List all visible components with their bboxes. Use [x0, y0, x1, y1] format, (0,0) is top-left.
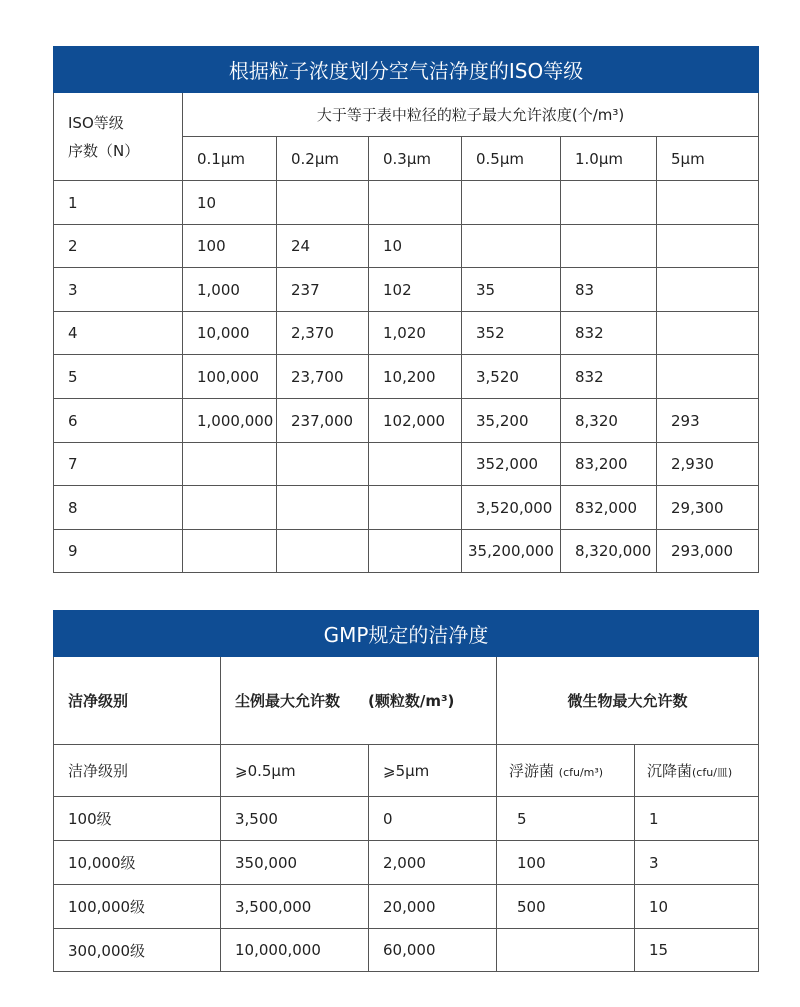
- value-cell: 10,200: [369, 355, 462, 399]
- gmp-settle: 3: [635, 841, 759, 885]
- iso-row-header-line1: ISO等级: [68, 113, 124, 132]
- gmp-settle: 15: [635, 929, 759, 972]
- gmp-head-dust-unit: (颗粒数/m³): [368, 692, 455, 710]
- value-cell: 35,200: [462, 399, 561, 443]
- value-cell: 24: [277, 225, 369, 268]
- table-row: [54, 885, 759, 929]
- value-cell: 1,000,000: [183, 399, 277, 443]
- gmp-head-micro: 微生物最大允许数: [497, 657, 759, 745]
- value-cell: [561, 181, 657, 225]
- value-cell: [657, 268, 759, 312]
- value-cell: [657, 181, 759, 225]
- value-cell: 10: [369, 225, 462, 268]
- gmp-grade: 10,000级: [54, 841, 221, 885]
- size-header: 0.1µm: [183, 137, 277, 181]
- iso-number: 2: [54, 225, 183, 268]
- value-cell: 100,000: [183, 355, 277, 399]
- value-cell: 2,370: [277, 312, 369, 355]
- gmp-settle: 10: [635, 885, 759, 929]
- table-row: [54, 443, 759, 486]
- gmp-head-dust-label: 尘例最大允许数: [235, 692, 341, 710]
- gmp-p5: 0: [369, 797, 497, 841]
- value-cell: 83,200: [561, 443, 657, 486]
- iso-class-table: [53, 46, 759, 573]
- table-row: [54, 797, 759, 841]
- iso-number: 4: [54, 312, 183, 355]
- value-cell: 35,200,000: [462, 530, 561, 573]
- iso-number: 9: [54, 530, 183, 573]
- value-cell: 1,000: [183, 268, 277, 312]
- gmp-sub-settle: [635, 745, 759, 797]
- value-cell: 832,000: [561, 486, 657, 530]
- value-cell: 832: [561, 355, 657, 399]
- iso-row-header: [54, 93, 183, 181]
- value-cell: 237,000: [277, 399, 369, 443]
- gmp-p5: 20,000: [369, 885, 497, 929]
- value-cell: [183, 486, 277, 530]
- size-header: 5µm: [657, 137, 759, 181]
- value-cell: [657, 225, 759, 268]
- gmp-sub-float-label: 浮游菌: [509, 762, 555, 780]
- gmp-p05: 3,500: [221, 797, 369, 841]
- iso-table-title: 根据粒子浓度划分空气洁净度的ISO等级: [54, 47, 759, 93]
- gmp-head-dust: [221, 657, 497, 745]
- gmp-sub-dust-05: ⩾0.5µm: [221, 745, 369, 797]
- value-cell: 3,520: [462, 355, 561, 399]
- value-cell: [369, 443, 462, 486]
- value-cell: [277, 181, 369, 225]
- gmp-sub-float-unit: (cfu/m³): [558, 766, 604, 779]
- gmp-table: [53, 610, 759, 972]
- table-row: [54, 530, 759, 573]
- value-cell: [277, 530, 369, 573]
- value-cell: [657, 312, 759, 355]
- table-row: [54, 268, 759, 312]
- value-cell: 2,930: [657, 443, 759, 486]
- table-row: [54, 225, 759, 268]
- value-cell: [277, 443, 369, 486]
- value-cell: 832: [561, 312, 657, 355]
- gmp-sub-settle-unit: (cfu/皿): [692, 766, 733, 779]
- gmp-sub-float: [497, 745, 635, 797]
- value-cell: [369, 530, 462, 573]
- gmp-p05: 3,500,000: [221, 885, 369, 929]
- gmp-sub-settle-label: 沉降菌: [647, 762, 693, 780]
- gmp-grade: 100级: [54, 797, 221, 841]
- size-header: 0.3µm: [369, 137, 462, 181]
- value-cell: [657, 355, 759, 399]
- value-cell: 3,520,000: [462, 486, 561, 530]
- gmp-p5: 60,000: [369, 929, 497, 972]
- iso-number: 5: [54, 355, 183, 399]
- iso-number: 7: [54, 443, 183, 486]
- gmp-p5: 2,000: [369, 841, 497, 885]
- size-header: 1.0µm: [561, 137, 657, 181]
- value-cell: 10,000: [183, 312, 277, 355]
- value-cell: 102,000: [369, 399, 462, 443]
- value-cell: [183, 443, 277, 486]
- value-cell: 102: [369, 268, 462, 312]
- value-cell: [462, 225, 561, 268]
- value-cell: 8,320: [561, 399, 657, 443]
- value-cell: 29,300: [657, 486, 759, 530]
- gmp-sub-class: 洁净级别: [54, 745, 221, 797]
- size-header: 0.2µm: [277, 137, 369, 181]
- gmp-float: [497, 929, 635, 972]
- value-cell: [462, 181, 561, 225]
- iso-row-header-line2: 序数（N）: [68, 141, 140, 160]
- table-row: [54, 355, 759, 399]
- value-cell: 8,320,000: [561, 530, 657, 573]
- gmp-grade: 100,000级: [54, 885, 221, 929]
- value-cell: 293: [657, 399, 759, 443]
- size-header: 0.5µm: [462, 137, 561, 181]
- value-cell: 83: [561, 268, 657, 312]
- value-cell: 352,000: [462, 443, 561, 486]
- gmp-table-title: GMP规定的洁净度: [54, 611, 759, 657]
- table-row: [54, 181, 759, 225]
- table-row: [54, 312, 759, 355]
- gmp-float: 100: [497, 841, 635, 885]
- gmp-sub-dust-5: ⩾5µm: [369, 745, 497, 797]
- value-cell: [183, 530, 277, 573]
- value-cell: [561, 225, 657, 268]
- table-row: [54, 841, 759, 885]
- value-cell: 10: [183, 181, 277, 225]
- table-row: [54, 929, 759, 972]
- gmp-head-class: 洁净级别: [54, 657, 221, 745]
- value-cell: 237: [277, 268, 369, 312]
- gmp-p05: 350,000: [221, 841, 369, 885]
- gmp-p05: 10,000,000: [221, 929, 369, 972]
- iso-group-header: 大于等于表中粒径的粒子最大允许浓度(个/m³): [183, 93, 759, 137]
- value-cell: 1,020: [369, 312, 462, 355]
- table-row: [54, 399, 759, 443]
- value-cell: 352: [462, 312, 561, 355]
- value-cell: [277, 486, 369, 530]
- value-cell: 23,700: [277, 355, 369, 399]
- gmp-float: 5: [497, 797, 635, 841]
- iso-number: 3: [54, 268, 183, 312]
- value-cell: 35: [462, 268, 561, 312]
- gmp-float: 500: [497, 885, 635, 929]
- iso-number: 1: [54, 181, 183, 225]
- table-row: [54, 486, 759, 530]
- iso-number: 6: [54, 399, 183, 443]
- gmp-grade: 300,000级: [54, 929, 221, 972]
- iso-number: 8: [54, 486, 183, 530]
- value-cell: 293,000: [657, 530, 759, 573]
- value-cell: 100: [183, 225, 277, 268]
- gmp-settle: 1: [635, 797, 759, 841]
- value-cell: [369, 181, 462, 225]
- value-cell: [369, 486, 462, 530]
